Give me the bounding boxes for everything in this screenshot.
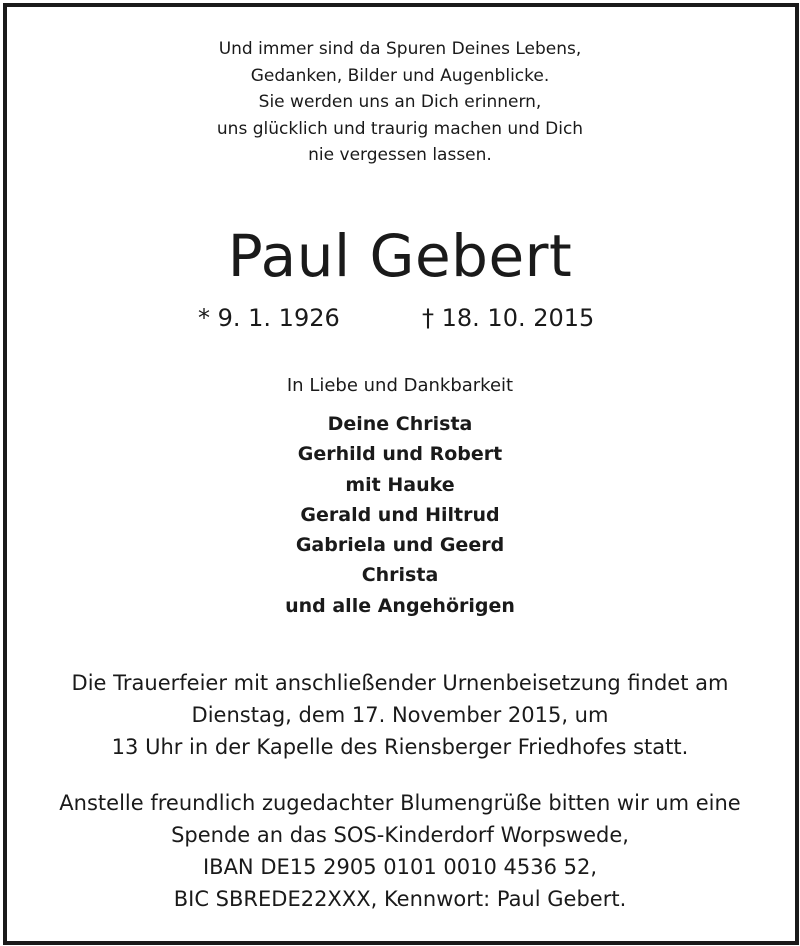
mourner: Gerhild und Robert — [297, 443, 503, 466]
donation-line: BIC SBREDE22XXX, Kennwort: Paul Gebert. — [173, 887, 627, 911]
verse-line: nie vergessen lassen. — [308, 145, 492, 165]
donation-line: Spende an das SOS-Kinderdorf Worpswede, — [171, 823, 629, 847]
deceased-name: Paul Gebert — [227, 222, 573, 290]
donation-line: Anstelle freundlich zugedachter Blumengrüße bitten wir um eine — [59, 791, 741, 815]
memorial-verse — [0, 36, 800, 169]
ceremony-line: Dienstag, dem 17. November 2015, um — [191, 703, 609, 727]
mourner: Gerald und Hiltrud — [300, 503, 500, 526]
mourner: Christa — [361, 564, 439, 587]
funeral-details — [0, 667, 800, 763]
verse-line: Und immer sind da Spuren Deines Lebens, — [218, 39, 582, 59]
death-date: † 18. 10. 2015 — [422, 304, 595, 332]
donation-line: IBAN DE15 2905 0101 0010 4536 52, — [202, 855, 598, 879]
ceremony-line: Die Trauerfeier mit anschließender Urnenbeisetzung findet am — [71, 671, 729, 695]
mourner: Gabriela und Geerd — [295, 534, 505, 557]
mourner: Deine Christa — [327, 413, 473, 435]
birth-date: * 9. 1. 1926 — [198, 304, 340, 332]
verse-line: Gedanken, Bilder und Augenblicke. — [250, 65, 550, 86]
mourner: und alle Angehörigen — [285, 594, 515, 617]
mourner: mit Hauke — [345, 473, 455, 496]
verse-line: uns glücklich und traurig machen und Dich — [216, 118, 584, 139]
verse-line: Sie werden uns an Dich erinnern, — [258, 92, 542, 112]
donation-request — [0, 787, 800, 915]
mourners-list — [0, 409, 800, 621]
ceremony-line: 13 Uhr in der Kapelle des Riensberger Friedhofes statt. — [111, 735, 689, 759]
dedication-line: In Liebe und Dankbarkeit — [286, 375, 514, 396]
